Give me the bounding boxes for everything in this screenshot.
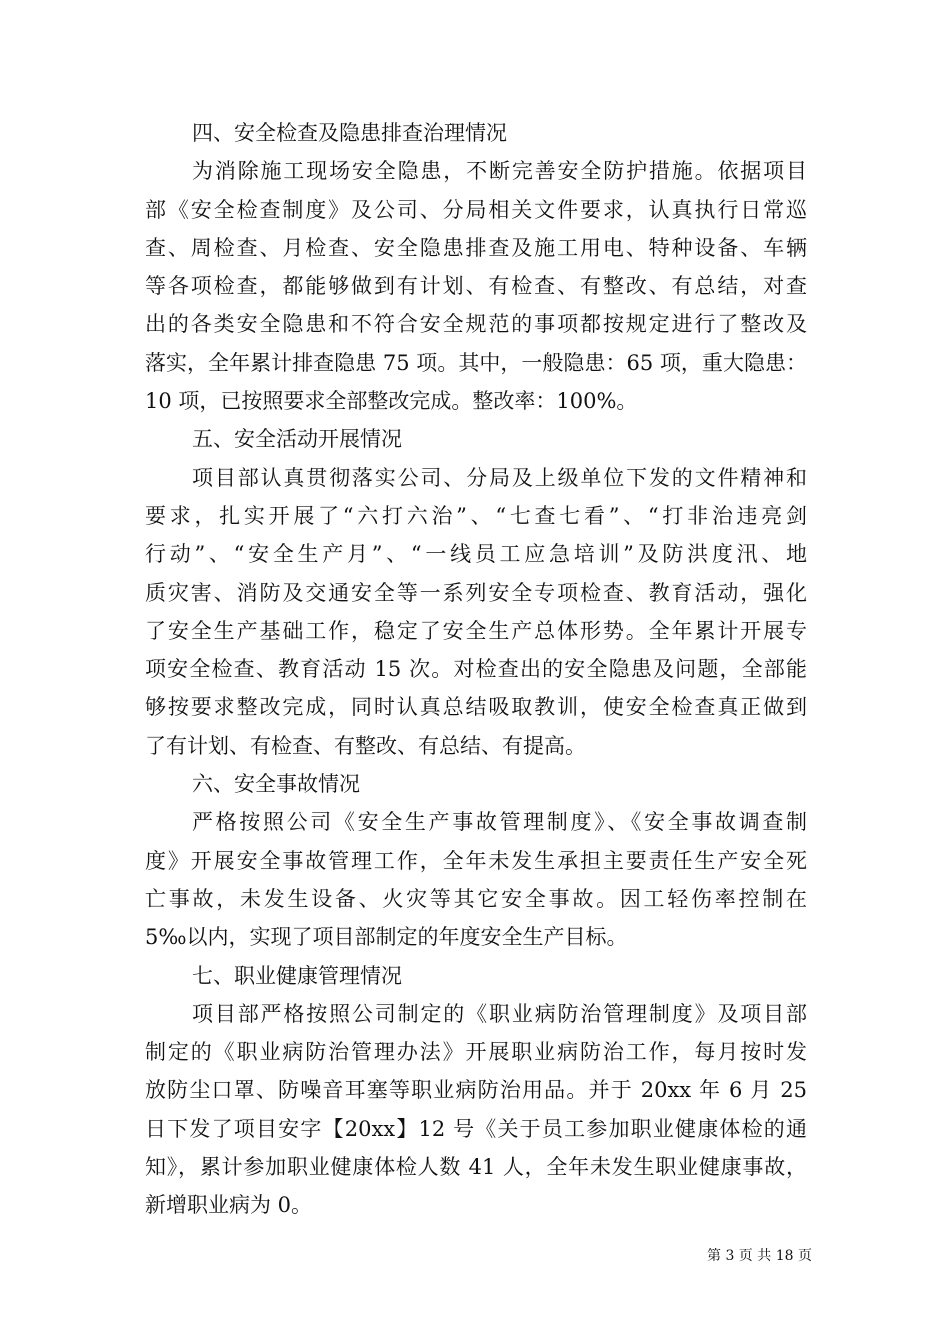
text-line: 等各项检查，都能够做到有计划、有检查、有整改、有总结，对查	[145, 274, 807, 299]
text-line: 够按要求整改完成，同时认真总结吸取教训，使安全检查真正做到	[145, 695, 807, 720]
text-line: 知》，累计参加职业健康体检人数 41 人，全年未发生职业健康事故，	[145, 1155, 807, 1180]
text-line: 了有计划、有检查、有整改、有总结、有提高。	[145, 733, 586, 758]
text-line: 为消除施工现场安全隐患，不断完善安全防护措施。依据项目	[192, 159, 807, 184]
text-line: 出的各类安全隐患和不符合安全规范的事项都按规定进行了整改及	[145, 312, 807, 337]
text-line: 5‰以内，实现了项目部制定的年度安全生产目标。	[145, 925, 628, 950]
text-line: 七、职业健康管理情况	[192, 963, 402, 988]
text-line: 查、周检查、月检查、安全隐患排查及施工用电、特种设备、车辆	[145, 235, 807, 260]
text-line: 放防尘口罩、防噪音耳塞等职业病防治用品。并于 20xx 年 6 月 25	[145, 1078, 807, 1103]
text-line: 落实，全年累计排查隐患 75 项。其中，一般隐患：65 项，重大隐患：	[145, 350, 807, 375]
text-line: 项安全检查、教育活动 15 次。对检查出的安全隐患及问题，全部能	[145, 657, 807, 682]
text-line: 度》开展安全事故管理工作，全年未发生承担主要责任生产安全死	[145, 848, 807, 873]
text-line: 五、安全活动开展情况	[192, 427, 402, 452]
text-line: 六、安全事故情况	[192, 772, 360, 797]
text-line: 新增职业病为 0。	[145, 1193, 313, 1218]
text-line: 要求，扎实开展了“六打六治”、“七查七看”、“打非治违亮剑	[145, 503, 807, 528]
text-line: 部《安全检查制度》及公司、分局相关文件要求，认真执行日常巡	[145, 197, 807, 222]
document-body	[145, 114, 807, 1225]
text-line: 日下发了项目安字【20xx】12 号《关于员工参加职业健康体检的通	[145, 1116, 807, 1141]
text-line: 了安全生产基础工作，稳定了安全生产总体形势。全年累计开展专	[145, 618, 807, 643]
text-line: 质灾害、消防及交通安全等一系列安全专项检查、教育活动，强化	[145, 580, 807, 605]
text-line: 制定的《职业病防治管理办法》开展职业病防治工作，每月按时发	[145, 1040, 807, 1065]
text-line: 项目部严格按照公司制定的《职业病防治管理制度》及项目部	[192, 1001, 807, 1026]
text-line: 严格按照公司《安全生产事故管理制度》、《安全事故调查制	[192, 810, 807, 835]
page-number: 第 3 页 共 18 页	[707, 1248, 812, 1264]
text-line: 10 项，已按照要求全部整改完成。整改率：100%。	[145, 389, 638, 414]
text-line: 项目部认真贯彻落实公司、分局及上级单位下发的文件精神和	[192, 465, 807, 490]
text-line: 亡事故，未发生设备、火灾等其它安全事故。因工轻伤率控制在	[145, 886, 807, 911]
text-line: 行动”、“安全生产月”、“一线员工应急培训”及防洪度汛、地	[145, 542, 807, 567]
text-line: 四、安全检查及隐患排查治理情况	[192, 121, 507, 145]
